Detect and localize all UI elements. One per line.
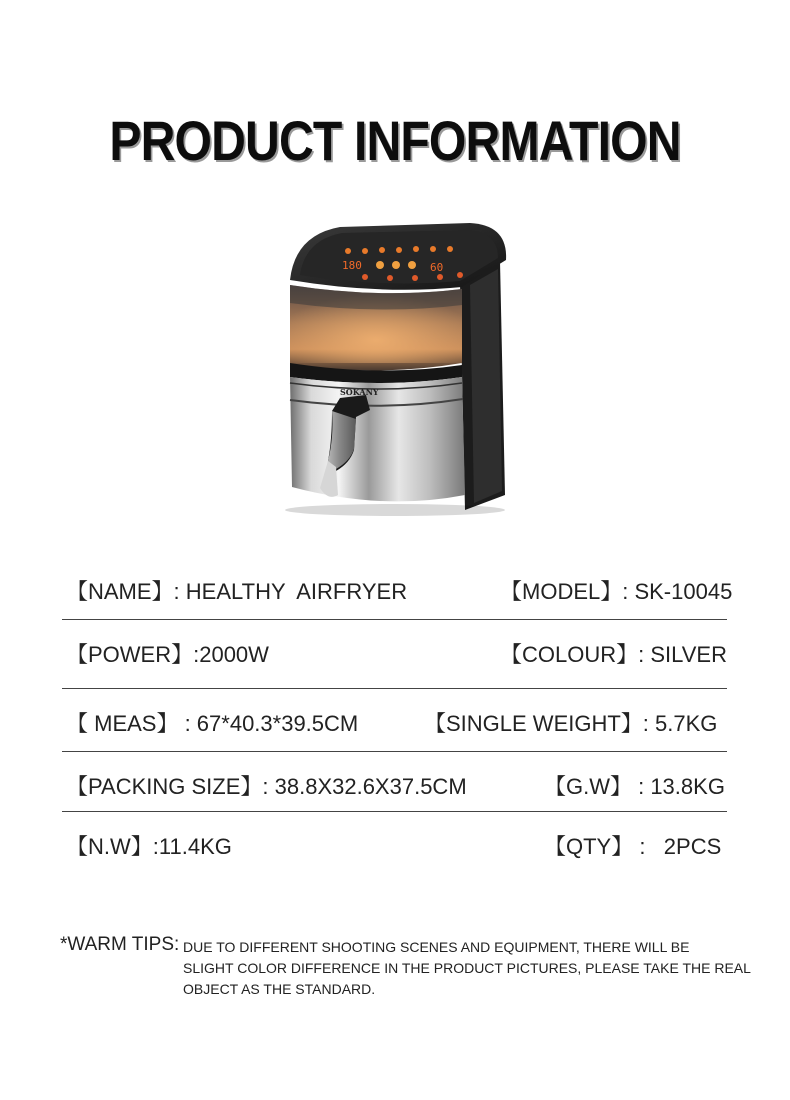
spec-gross-weight: 【G.W】 : 13.8KG	[544, 774, 725, 799]
display-left: 180	[342, 259, 362, 272]
display-right: 60	[430, 261, 444, 274]
spec-packing-size: 【PACKING SIZE】: 38.8X32.6X37.5CM	[66, 774, 467, 799]
row-divider	[62, 751, 727, 752]
brand-logo: SOKANY	[340, 387, 379, 397]
warm-tips-line: SLIGHT COLOR DIFFERENCE IN THE PRODUCT PICTURES, PLEASE TAKE THE REAL	[183, 960, 751, 976]
spec-power: 【POWER】:2000W	[66, 642, 269, 667]
spec-row-name	[62, 575, 733, 615]
spec-qty: 【QTY】 : 2PCS	[544, 834, 722, 859]
spec-row-nw	[62, 830, 727, 870]
spec-row-packing	[62, 770, 727, 810]
row-divider	[62, 619, 727, 620]
spec-colour: 【COLOUR】: SILVER	[500, 642, 727, 667]
warm-tips-text	[183, 937, 751, 1000]
spec-name: 【NAME】: HEALTHY AIRFRYER	[66, 579, 408, 604]
warm-tips-label: *WARM TIPS:	[60, 934, 180, 955]
air-fryer-image	[270, 205, 530, 535]
warm-tips-line: DUE TO DIFFERENT SHOOTING SCENES AND EQUIPMENT, THERE WILL BE	[183, 939, 690, 955]
page-title: PRODUCT INFORMATION	[109, 109, 681, 172]
spec-row-power	[62, 638, 727, 678]
spec-row-meas	[62, 707, 727, 747]
spec-net-weight: 【N.W】:11.4KG	[66, 834, 232, 859]
spec-model: 【MODEL】: SK-10045	[500, 579, 733, 604]
spec-single-weight: 【SINGLE WEIGHT】: 5.7KG	[424, 711, 718, 736]
row-divider	[62, 688, 727, 689]
row-divider	[62, 811, 727, 812]
warm-tips-line: OBJECT AS THE STANDARD.	[183, 981, 376, 997]
spec-meas: 【 MEAS】 : 67*40.3*39.5CM	[66, 711, 359, 736]
